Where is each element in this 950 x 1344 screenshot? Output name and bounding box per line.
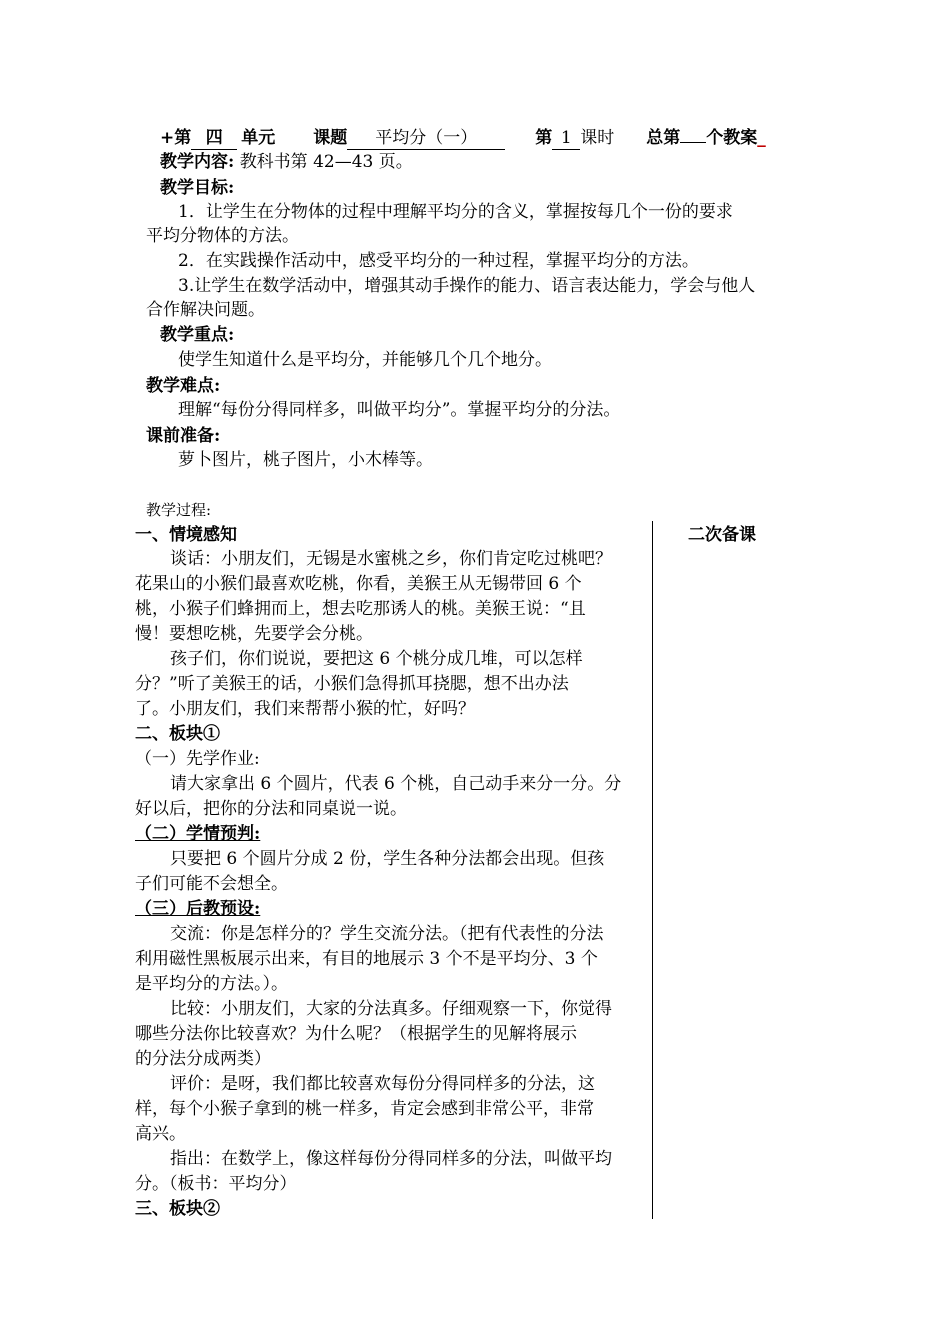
body-line: 利用磁性黑板展示出来，有目的地展示 3 个不是平均分、3 个 — [135, 949, 598, 969]
key-label: 教学重点: — [160, 325, 235, 345]
body-line: 谈话：小朋友们，无锡是水蜜桃之乡，你们肯定吃过桃吧？ — [170, 549, 612, 569]
body-line: 交流：你是怎样分的？学生交流分法。（把有代表性的分法 — [170, 924, 604, 944]
body-line: 只要把 6 个圆片分成 2 份，学生各种分法都会出现。但孩 — [170, 849, 605, 869]
goal-1-cont: 平均分物体的方法。 — [146, 226, 299, 246]
body-line: 评价：是呀，我们都比较喜欢每份分得同样多的分法，这 — [170, 1074, 595, 1094]
column-divider — [652, 521, 653, 1219]
subsection-pre-work: （一）先学作业: — [135, 749, 260, 769]
difficulty-label: 教学难点: — [146, 376, 221, 396]
difficulty-text: 理解“每份分得同样多，叫做平均分”。掌握平均分的分法。 — [178, 400, 621, 420]
body-line: 请大家拿出 6 个圆片，代表 6 个桃，自己动手来分一分。分 — [170, 774, 622, 794]
prep-label: 课前准备: — [146, 426, 221, 446]
body-line: 花果山的小猴们最喜欢吃桃，你看，美猴王从无锡带回 6 个 — [135, 574, 582, 594]
content-text: 教科书第 42—43 页。 — [239, 152, 413, 172]
subsection-prediction: （二）学情预判: — [135, 824, 261, 844]
section-1-heading: 一、情境感知 — [135, 525, 237, 545]
body-line: 高兴。 — [135, 1124, 186, 1144]
total-blank — [680, 142, 706, 143]
side-label: 二次备课 — [688, 525, 756, 545]
body-line: 慢！要想吃桃，先要学会分桃。 — [135, 624, 373, 644]
topic-title: 平均分（一） — [347, 127, 505, 150]
goals-label: 教学目标: — [160, 178, 235, 198]
goal-2: 2．在实践操作活动中，感受平均分的一种过程，掌握平均分的方法。 — [178, 251, 699, 271]
body-line: 分？”听了美猴王的话，小猴们急得抓耳挠腮，想不出办法 — [135, 674, 569, 694]
section-2-heading: 二、板块① — [135, 724, 220, 744]
header-prefix: +第 — [160, 128, 192, 148]
header-trail: _ — [757, 128, 766, 148]
body-line: 的分法分成两类） — [135, 1049, 271, 1069]
body-line: 好以后，把你的分法和同桌说一说。 — [135, 799, 407, 819]
goal-1: 1．让学生在分物体的过程中理解平均分的含义，掌握按每几个一份的要求 — [178, 202, 733, 222]
lesson-header — [160, 127, 766, 150]
goal-3: 3.让学生在数学活动中，增强其动手操作的能力、语言表达能力，学会与他人 — [178, 276, 756, 296]
body-line: 孩子们，你们说说，要把这 6 个桃分成几堆，可以怎样 — [170, 649, 583, 669]
topic-label: 课题 — [313, 128, 348, 148]
body-line: 样，每个小猴子拿到的桃一样多，肯定会感到非常公平，非常 — [135, 1099, 594, 1119]
lesson-number: 1 — [552, 127, 580, 150]
key-text: 使学生知道什么是平均分，并能够几个几个地分。 — [178, 350, 552, 370]
body-line: 了。小朋友们，我们来帮帮小猴的忙，好吗？ — [135, 699, 475, 719]
total-suffix: 个教案 — [706, 128, 758, 148]
body-line: 桃，小猴子们蜂拥而上，想去吃那诱人的桃。美猴王说：“且 — [135, 599, 586, 619]
subsection-teaching: （三）后教预设: — [135, 899, 261, 919]
body-line: 比较：小朋友们，大家的分法真多。仔细观察一下，你觉得 — [170, 999, 612, 1019]
unit-number: 四 — [191, 127, 237, 150]
section-3-heading: 三、板块② — [135, 1199, 220, 1219]
process-label: 教学过程: — [146, 501, 212, 519]
prep-text: 萝卜图片，桃子图片，小木棒等。 — [178, 450, 433, 470]
body-line: 是平均分的方法。）。 — [135, 974, 288, 994]
body-line: 分。（板书：平均分） — [135, 1174, 297, 1194]
body-line: 指出：在数学上，像这样每份分得同样多的分法，叫做平均 — [170, 1149, 612, 1169]
body-line: 子们可能不会想全。 — [135, 874, 288, 894]
lesson-suffix: 课时 — [580, 128, 615, 148]
lesson-prefix: 第 — [535, 128, 553, 148]
body-line: 哪些分法你比较喜欢？为什么呢？（根据学生的见解将展示 — [135, 1024, 577, 1044]
content-line — [160, 151, 413, 173]
goal-3-cont: 合作解决问题。 — [146, 300, 265, 320]
total-prefix: 总第 — [646, 128, 681, 148]
content-label: 教学内容: — [160, 152, 235, 172]
unit-label: 单元 — [241, 128, 276, 148]
